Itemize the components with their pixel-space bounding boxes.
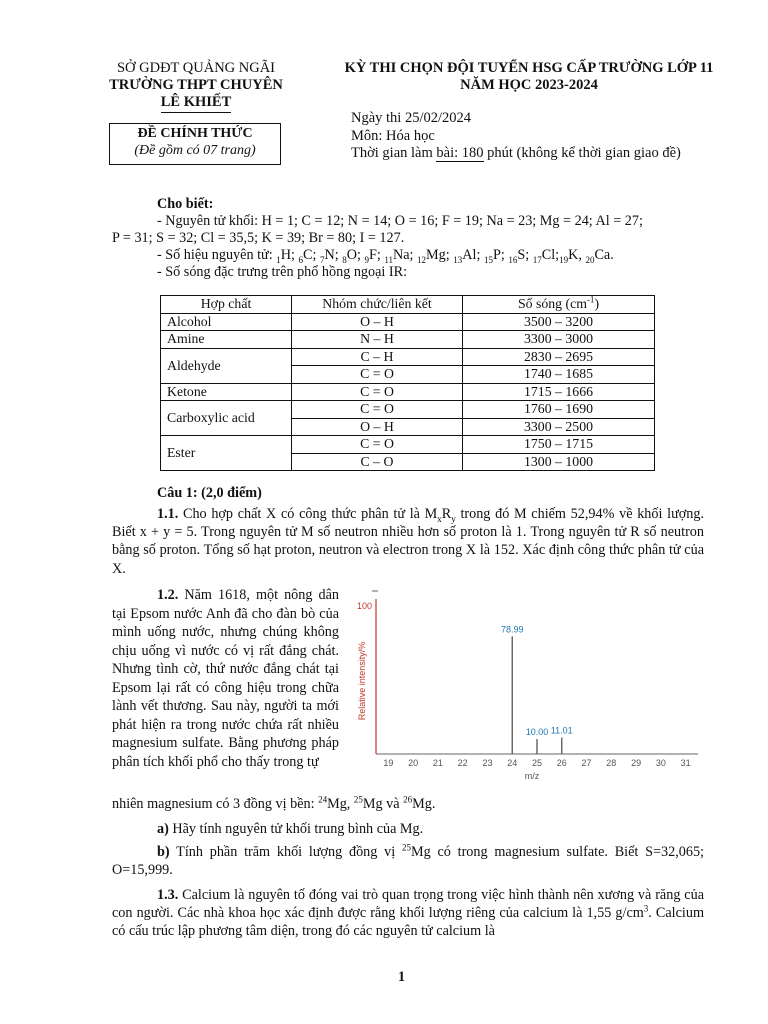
atomic-number-line: - Số hiệu nguyên tử: $_1$H; $_6$C; $_7$N; $_8$O; $_9$F; $_{11}$Na; $_{12}$Mg; $_{13}$Al; $_{15}$P; $_{16}$S; $_{17}Cl;_{19}K$, $_{20}$Ca. [157, 247, 614, 265]
bond-cell: O – H [292, 313, 463, 331]
mass-spectrum-chart [346, 583, 706, 783]
separator: ; [409, 247, 418, 263]
bond-cell: C – H [292, 348, 463, 366]
compound-cell: Ketone [161, 383, 292, 401]
x-tick-label: 21 [432, 758, 443, 768]
question1-2b: b) Tính phần trăm khối lượng đồng vị $^{25}$Mg có trong magnesium sulfate. Biết S=32,065; O=15,999. [112, 842, 704, 879]
separator: ; [334, 247, 343, 263]
element-symbol: S [517, 247, 526, 263]
peak-label: 11.01 [550, 725, 573, 736]
element-symbol: C [302, 247, 313, 263]
separator: ; [356, 247, 365, 263]
separator: ; [500, 247, 509, 263]
element-symbol: Na [393, 247, 410, 263]
x-tick-label: 30 [655, 758, 666, 768]
element-symbol: P [492, 247, 501, 263]
atomic-number-z: 15 [483, 254, 493, 265]
school-name-line1: TRƯỜNG THPT CHUYÊN [109, 77, 283, 94]
separator: ; [376, 247, 385, 263]
table-row [161, 383, 655, 401]
x-tick-label: 28 [606, 758, 617, 768]
wavenumber-cell: 1300 – 1000 [463, 453, 655, 471]
atomic-number-z: 20 [585, 254, 595, 265]
x-tick-label: 25 [531, 758, 543, 768]
exam-date: Ngày thi 25/02/2024 [351, 110, 472, 126]
question1-title: Câu 1: (2,0 điểm) [157, 485, 262, 501]
question1-2a: a) Hãy tính nguyên tử khối trung bình của Mg. [157, 821, 424, 837]
table-row [161, 401, 655, 419]
wavenumber-cell: 2830 – 2695 [463, 348, 655, 366]
atomic-number-z: 19 [559, 254, 569, 265]
wavenumber-cell: 3500 – 3200 [463, 313, 655, 331]
atomic-number-z: 13 [453, 254, 463, 265]
peak-label: 78.99 [500, 624, 524, 635]
wavenumber-cell: 3300 – 2500 [463, 418, 655, 436]
table-row [161, 348, 655, 366]
official-label: ĐỀ CHÍNH THỨC [137, 126, 253, 141]
bond-cell: C = O [292, 366, 463, 384]
wavenumber-cell: 1760 – 1690 [463, 401, 655, 419]
element-symbol: Mg [426, 247, 446, 263]
x-axis-label: m/z [524, 771, 540, 781]
atomic-number-z: 8 [342, 254, 347, 265]
element-symbol: N [324, 247, 335, 263]
element-symbol: Cl [541, 247, 556, 263]
x-tick-label: 26 [556, 758, 567, 768]
bond-cell: O – H [292, 418, 463, 436]
question1-2: 1.2. Năm 1618, một nông dân tại Epsom nước Anh đã cho đàn bò của mình uống nước, nhưng chúng không chịu uống vì nước có vị rất đắng chát. Nhưng tình cờ, thứ nước đắng chát tại Epsom lại rất có công hiệu trong chữa lành vết thương. Sau này, người ta mới phát hiện ra trong nước chứa rất nhiều magnesium sulfate. Bằng phương pháp phân tích khối phổ cho thấy trong tự [112, 587, 339, 770]
exam-title: KỲ THI CHỌN ĐỘI TUYỂN HSG CẤP TRƯỜNG LỚP 11 [344, 60, 714, 76]
atomic-number-z: 7 [319, 254, 325, 265]
atomic-number-z: 16 [508, 254, 518, 265]
compound-cell: Alcohol [161, 313, 292, 331]
atomic-number-z: 6 [298, 254, 303, 265]
element-symbol: F [368, 247, 377, 263]
element-symbol: Ca [594, 247, 611, 263]
ir-table-body [161, 313, 655, 471]
atomic-number-z: 17 [532, 254, 542, 265]
wavenumber-cell: 1715 – 1666 [463, 383, 655, 401]
x-tick-label: 19 [383, 758, 394, 768]
compound-cell: Amine [161, 331, 292, 349]
compound-cell: Ester [161, 436, 292, 471]
wavenumber-cell: 1750 – 1715 [463, 436, 655, 454]
peak-label: 10.00 [525, 727, 549, 738]
atomic-number-list [276, 247, 614, 263]
header-wavenumber: Số sóng $(cm^{-1})$ [463, 296, 655, 314]
separator: ; [445, 247, 454, 263]
element-symbol: K [568, 247, 579, 263]
bond-cell: N – H [292, 331, 463, 349]
exam-duration: Thời gian làm bài: 180 phút (không kể thời gian giao đề) [351, 145, 681, 162]
exam-info [351, 110, 751, 163]
separator: ; [525, 247, 533, 263]
bond-cell: C = O [292, 383, 463, 401]
pages-note: (Đề gồm có 07 trang) [134, 142, 256, 158]
page-number: 1 [398, 969, 406, 985]
ir-table [160, 295, 655, 471]
separator: , [578, 247, 586, 263]
atomic-number-z: 11 [384, 254, 393, 265]
bond-cell: C = O [292, 436, 463, 454]
ir-intro: - Số sóng đặc trưng trên phổ hồng ngoại IR: [157, 264, 408, 280]
x-tick-label: 31 [680, 758, 691, 768]
x-tick-label: 22 [457, 758, 468, 768]
atomic-number-z: 9 [364, 254, 369, 265]
atomic-number-z: 1 [276, 254, 281, 265]
department-name: SỞ GDĐT QUẢNG NGÃI [116, 60, 276, 76]
y-axis-label: Relative intensity/% [357, 641, 367, 721]
bond-cell: C = O [292, 401, 463, 419]
table-row [161, 436, 655, 454]
x-tick-label: 27 [581, 758, 592, 768]
isotope-line: nhiên magnesium có 3 đồng vị bền: $^{24}$Mg, $^{25}$Mg và $^{26}$Mg. [112, 794, 436, 812]
table-row [161, 313, 655, 331]
element-symbol: O [346, 247, 357, 263]
separator: ; [312, 247, 320, 263]
separator: . [610, 247, 614, 263]
bond-cell: C – O [292, 453, 463, 471]
header-bond: Nhóm chức/liên kết [292, 296, 463, 314]
official-exam-box [109, 123, 281, 165]
exam-header [324, 60, 734, 94]
x-tick-label: 20 [408, 758, 419, 768]
separator: ; [290, 247, 299, 263]
table-row [161, 331, 655, 349]
element-symbol: Al [462, 247, 477, 263]
wavenumber-cell: 1740 – 1685 [463, 366, 655, 384]
separator: ; [555, 247, 560, 263]
separator: ; [476, 247, 484, 263]
compound-cell: Aldehyde [161, 348, 292, 383]
wavenumber-cell: 3300 – 3000 [463, 331, 655, 349]
element-symbol: H [280, 247, 291, 263]
school-header [96, 60, 296, 113]
given-title: Cho biết: [157, 196, 214, 212]
y-tick-label: 100 [356, 601, 372, 611]
question1-3: 1.3. Calcium là nguyên tố đóng vai trò quan trọng trong việc hình thành nên xương và răng của con người. Các nhà khoa học xác định được rằng khối lượng riêng của calcium là 1,55 $g/cm^3$. Calcium có cấu trúc lập phương tâm diện, trong đó các nguyên tử calcium là [112, 887, 704, 940]
question1-1: 1.1. Cho hợp chất X có công thức phân tử là $M_xR_y$ trong đó M chiếm 52,94% về khối lượng. Biết x + y = 5. Trong nguyên tử M số neutron nhiều hơn số proton là 1. Trong nguyên tử R số neutron bằng số proton. Tổng số hạt proton, neutron và electron trong X là 152. Xác định công thức phân tử của X. [112, 506, 704, 577]
x-tick-label: 29 [631, 758, 642, 768]
school-name-line2: LÊ KHIẾT [161, 94, 232, 113]
ir-table-header [161, 296, 655, 314]
compound-cell: Carboxylic acid [161, 401, 292, 436]
atomic-mass-line1: - Nguyên tử khối: H = 1; C = 12; N = 14; O = 16; F = 19; Na = 23; Mg = 24; Al = 27; [157, 213, 643, 229]
atomic-number-z: 12 [417, 254, 427, 265]
exam-subject: Môn: Hóa học [351, 127, 435, 144]
school-year: NĂM HỌC 2023-2024 [460, 77, 598, 94]
x-tick-label: 23 [482, 758, 493, 768]
atomic-mass-line2: P = 31; S = 32; Cl = 35,5; K = 39; Br = 80; I = 127. [112, 230, 405, 246]
x-tick-label: 24 [507, 758, 518, 768]
header-compound: Hợp chất [161, 296, 292, 314]
